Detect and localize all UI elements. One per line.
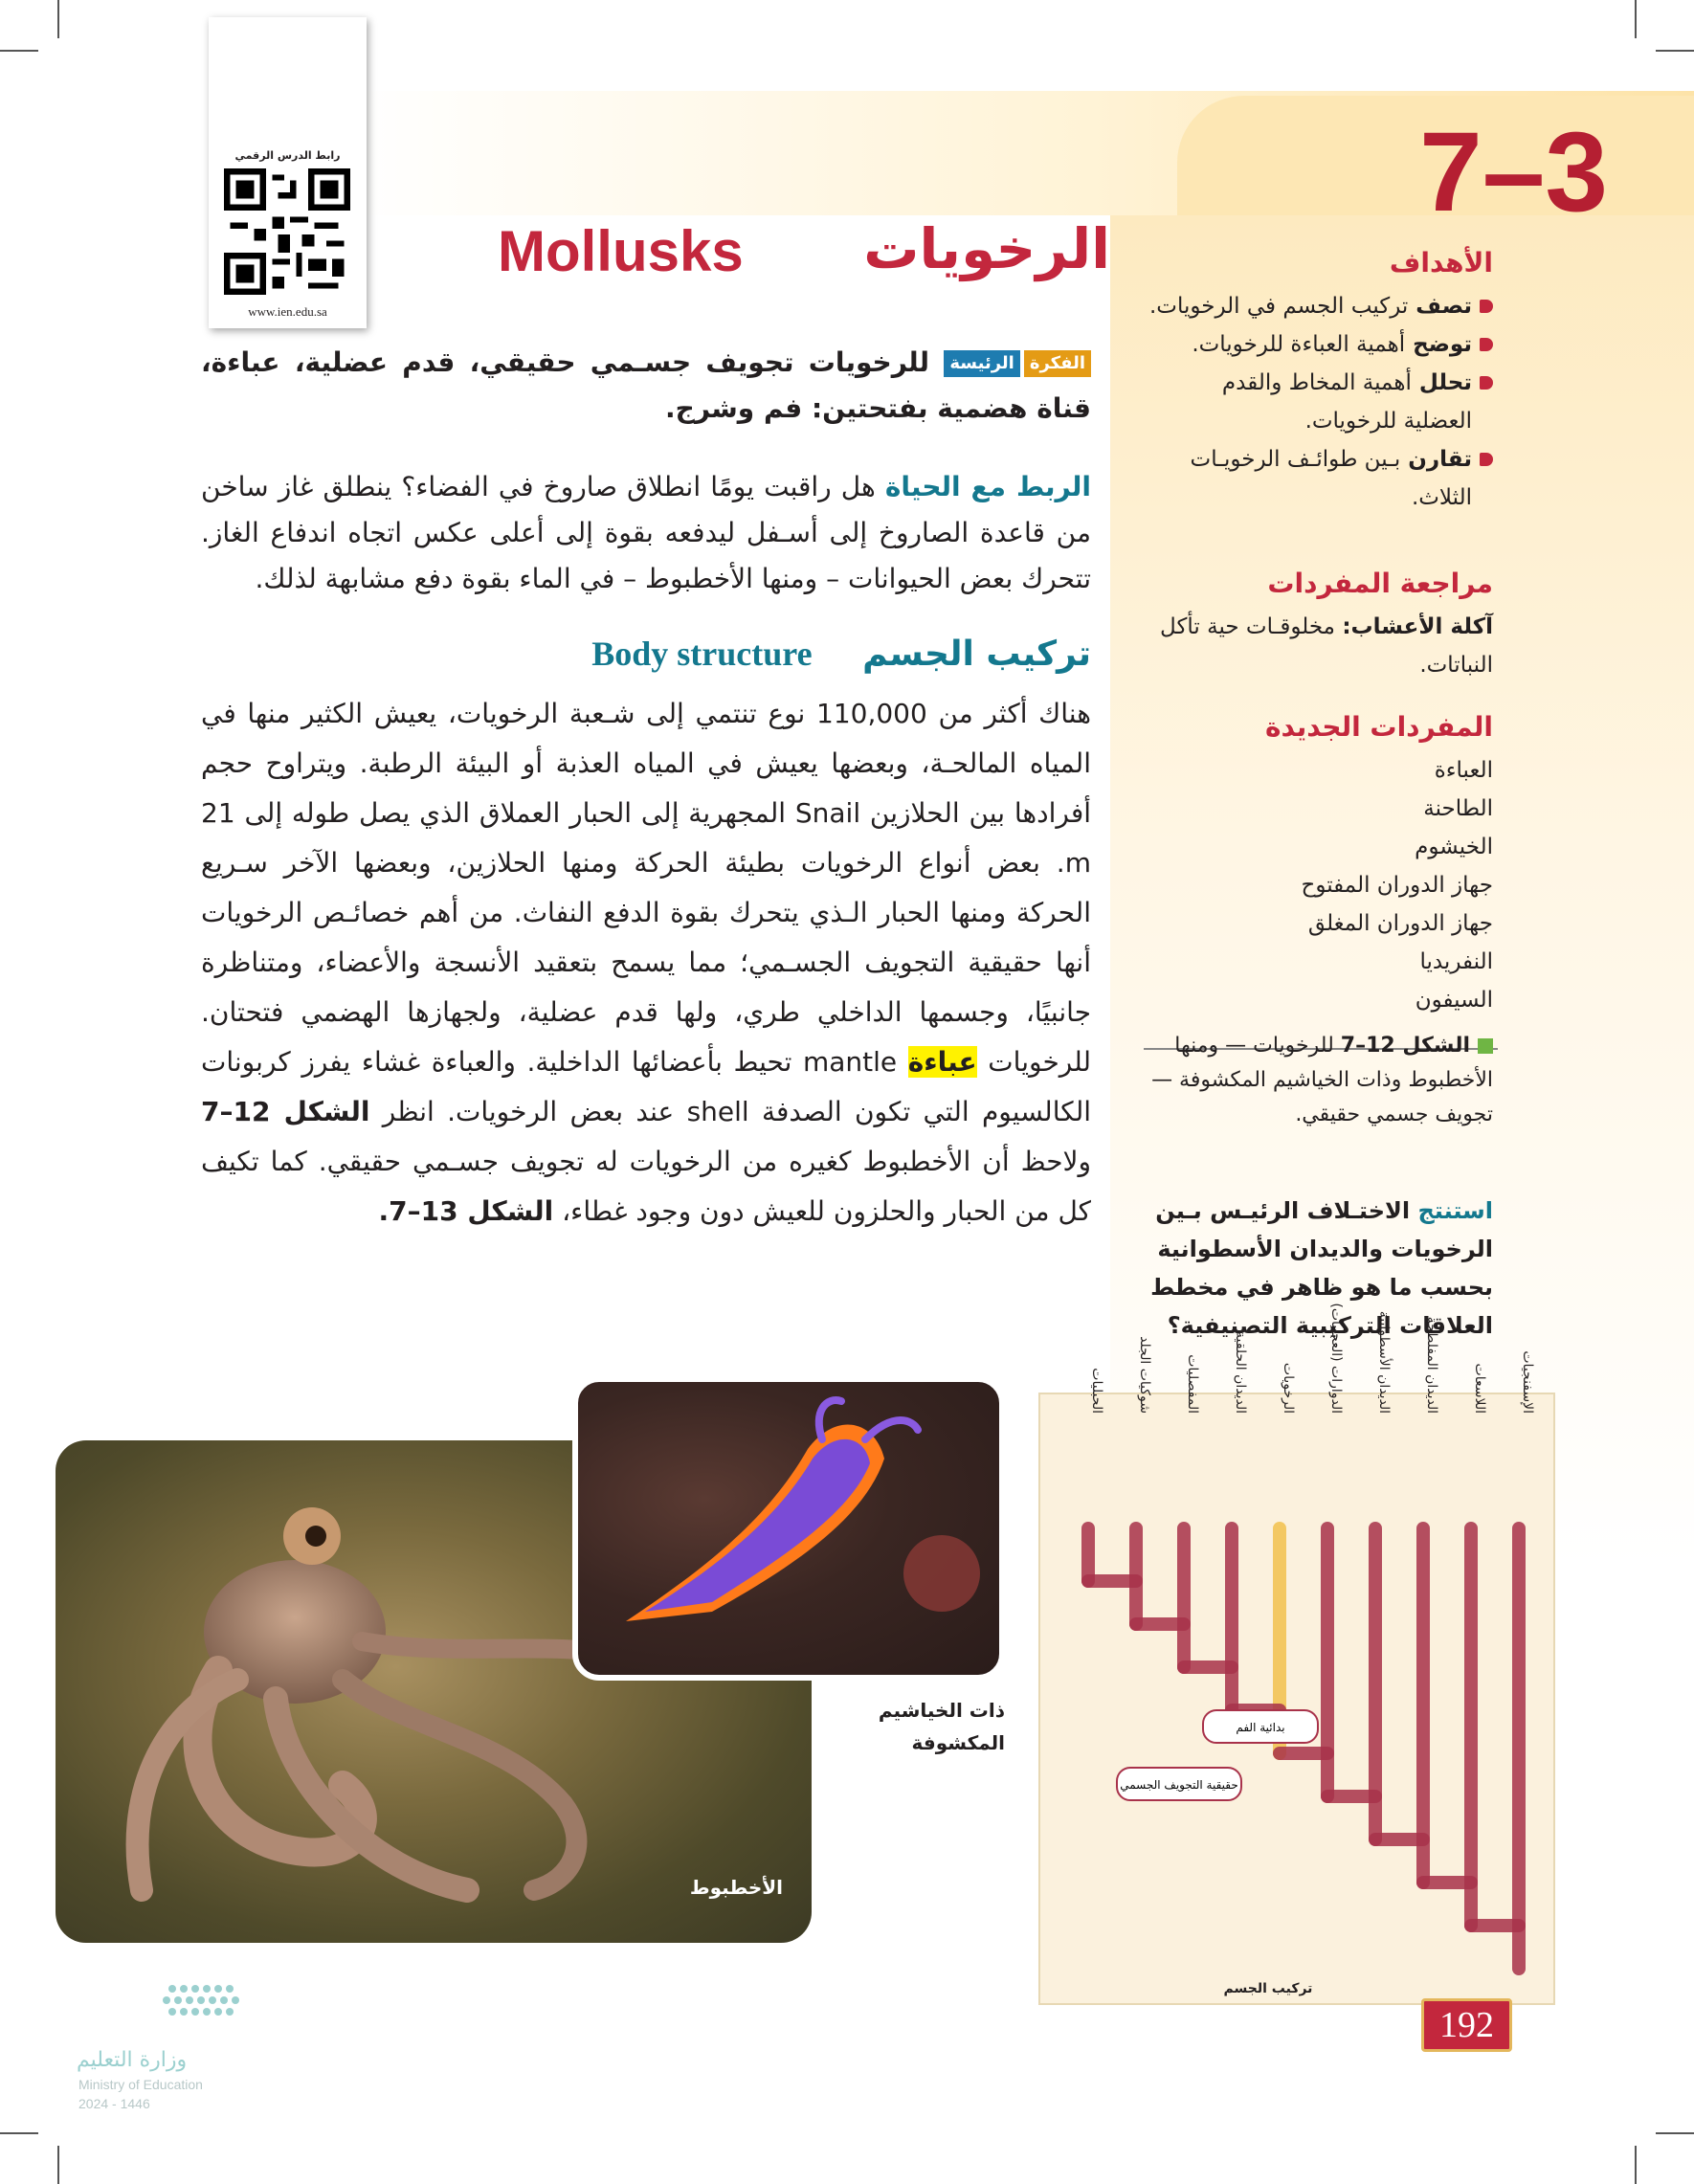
clado-taxon-label: الدوارات (العجليات) (1328, 1303, 1344, 1414)
objective-text: أهمية المخاط والقدم العضلية للرخويات. (1221, 370, 1472, 434)
objective-item (1148, 364, 1493, 440)
ministry-name-english: Ministry of Education (78, 2077, 203, 2092)
vocab-item[interactable]: جهاز الدوران المغلق (1307, 911, 1493, 936)
objective-item (1148, 325, 1493, 364)
bullet-icon (1480, 376, 1493, 390)
bullet-icon (1480, 300, 1493, 313)
vocab-review (1148, 608, 1493, 684)
clado-taxon-label: الرخويات (1281, 1362, 1296, 1414)
objective-text: أهمية العباءة للرخويات. (1192, 332, 1406, 357)
clado-node-label (1203, 1710, 1318, 1743)
qr-code-icon[interactable] (224, 168, 350, 295)
section-heading-arabic: تركيب الجسم (862, 635, 1091, 674)
real-world-link-lead: الربط مع الحياة (884, 471, 1091, 502)
nudibranch-label: ذات الخياشيم المكشوفة (878, 1699, 1005, 1754)
vocab-review-term: آكلة الأعشاب: (1342, 614, 1493, 639)
objective-item (1148, 287, 1493, 325)
figure-reference[interactable]: الشكل 12–7 (201, 1096, 370, 1127)
objective-verb: توضح (1405, 332, 1472, 357)
section-heading (459, 627, 1091, 681)
section-heading-english: Body structure (591, 635, 813, 673)
qr-url[interactable]: www.ien.edu.sa (248, 304, 327, 319)
objectives-heading: الأهداف (1389, 247, 1493, 279)
lesson-title-arabic: الرخويات (863, 216, 1110, 281)
ministry-logo-icon (77, 1979, 316, 2037)
objective-verb: تصف (1408, 294, 1472, 319)
vocab-review-definition: مخلوقـات حية تأكل النباتات. (1160, 614, 1493, 678)
main-idea-text: للرخويات تجويف جسـمي حقيقي، قدم عضلية، عباءة، قناة هضمية بفتحتين: فم وشرج. (201, 346, 1091, 424)
objective-text: تركيب الجسم في الرخويات. (1149, 294, 1409, 319)
cladogram-tree (1040, 1303, 1553, 2003)
bullet-icon (1480, 453, 1493, 466)
objectives-list (1148, 287, 1493, 517)
nudibranch-photo (572, 1376, 1005, 1681)
qr-label: رابط الدرس الرقمي (234, 149, 341, 162)
caption-marker (1478, 1038, 1493, 1054)
caption-question-lead: استنتج (1417, 1197, 1493, 1224)
clado-taxon-label: المفصليات (1185, 1354, 1200, 1414)
vocab-item[interactable]: العباءة (1434, 758, 1493, 783)
cladogram-footer: تركيب الجسم (1223, 1981, 1313, 1996)
clado-taxon-label: الديدان الحلقية (1233, 1330, 1248, 1414)
mantle-term: عباءة (907, 1046, 977, 1078)
caption-figure-ref: الشكل 12–7 (1340, 1034, 1470, 1058)
clado-node-label (1117, 1768, 1241, 1800)
real-world-link-text: هل راقبت يومًا انطلاق صاروخ في الفضاء؟ ينطلق غاز ساخن من قاعدة الصاروخ إلى أسـفل ليدفعه بقوة إلى أعلى عكس اتجاه اندفاع الغاز. تتحرك بعض الحيوانات – ومنها الأخطبوط – في الماء بقوة دفع مشابهة لذلك. (201, 471, 1091, 594)
qr-card[interactable] (209, 17, 367, 328)
octopus-label: الأخطبوط (689, 1876, 783, 1899)
objective-text: بـين طوائـف الرخويـات الثلاث. (1190, 447, 1472, 510)
lesson-number: 7–3 (1419, 109, 1608, 235)
vocab-item[interactable]: جهاز الدوران المفتوح (1301, 873, 1493, 898)
objective-verb: تحلل (1411, 370, 1472, 395)
clado-taxon-label: شوكيات الجلد (1137, 1336, 1152, 1414)
ministry-name-arabic: وزارة التعليم (77, 2048, 188, 2072)
new-vocab-list (1148, 751, 1493, 1019)
body-paragraph (201, 689, 1091, 1237)
body-text-3: ولاحظ أن الأخطبوط كغيره من الرخويات له تجويف جسـمي حقيقي. كما تكيف كل من الحبار والحلزون للعيش دون وجود غطاء، (201, 1146, 1091, 1227)
new-vocab-heading: المفردات الجديدة (1265, 711, 1493, 743)
main-idea (201, 340, 1091, 432)
edition-year: 2024 - 1446 (78, 2096, 150, 2111)
main-idea-tag-secondary: الرئيسة (944, 350, 1019, 377)
bullet-icon (1480, 338, 1493, 351)
caption-question-text: الاختـلاف الرئيـس بـين الرخويات والديدان الأسطوانية بحسب ما هو ظاهر في مخطط العلاقات التركيبية التصنيفية؟ (1150, 1197, 1493, 1339)
main-idea-tag: الفكرة (1024, 350, 1091, 377)
clado-taxon-label: الإسفنجيات (1520, 1350, 1535, 1414)
vocab-item[interactable]: السيفون (1415, 988, 1493, 1013)
clado-taxon-label: الحبليات (1089, 1368, 1104, 1414)
vocab-item[interactable]: الطاحنة (1423, 796, 1493, 821)
body-text-1: هناك أكثر من 110,000 نوع تنتمي إلى شـعبة الرخويات، يعيش الكثير منها في المياه المالحـة، وبعضها يعيش في المياه العذبة أو البيئة الرطبة. ويتراوح حجم أفرادها بين الحلازين Snail المجهرية إلى الحبار العملاق الذي يصل طوله إلى 21 m. بعض أنواع الرخويات بطيئة الحركة ومنها الحلازين، وبعضها الآخر سـريع الحركة ومنها الحبار الـذي يتحرك بقوة الدفع النفاث. من أهم خصائـص الرخويات أنها حقيقية التجويف الجسـمي؛ مما يسمح بتعقيد الأنسجة والأعضاء، ومتناظرة جانبيًا، وجسمها الداخلي طري، ولها قدم عضلية، ولجهازها الهضمي فتحتان. للرخويات (201, 698, 1092, 1078)
lesson-title-english: Mollusks (498, 219, 744, 283)
body-text-2: mantle تحيط بأعضائها الداخلية. والعباءة غشاء يفرز كربونات الكالسيوم التي تكون الصدفة shell عند بعض الرخويات. انظر (201, 1046, 1092, 1127)
figure-reference[interactable]: الشكل 13–7. (378, 1195, 554, 1227)
caption-text: للرخويات — ومنها الأخطبوط وذات الخياشيم المكشوفة — تجويف جسمي حقيقي. (1151, 1034, 1493, 1126)
vocab-item[interactable]: الخيشوم (1415, 835, 1493, 859)
clado-taxon-label: اللاسعات (1472, 1363, 1487, 1414)
page-number: 192 (1421, 1998, 1512, 2052)
objective-item (1148, 440, 1493, 517)
real-world-link (201, 464, 1091, 602)
figure-caption (1148, 1029, 1493, 1132)
clado-taxon-label: الديدان الأسطوانية (1376, 1310, 1392, 1414)
vocab-item[interactable]: النفريديا (1419, 949, 1493, 974)
svg-text:حقيقية التجويف الجسمي: حقيقية التجويف الجسمي (1120, 1778, 1238, 1792)
svg-text:بدائية الفم: بدائية الفم (1236, 1721, 1285, 1734)
cladogram (1038, 1303, 1555, 2005)
nudibranch-illustration (578, 1382, 999, 1675)
vocab-review-heading: مراجعة المفردات (1267, 568, 1493, 599)
clado-taxon-label: الديدان المفلطحة (1424, 1316, 1439, 1414)
objective-verb: تقارن (1400, 447, 1472, 472)
